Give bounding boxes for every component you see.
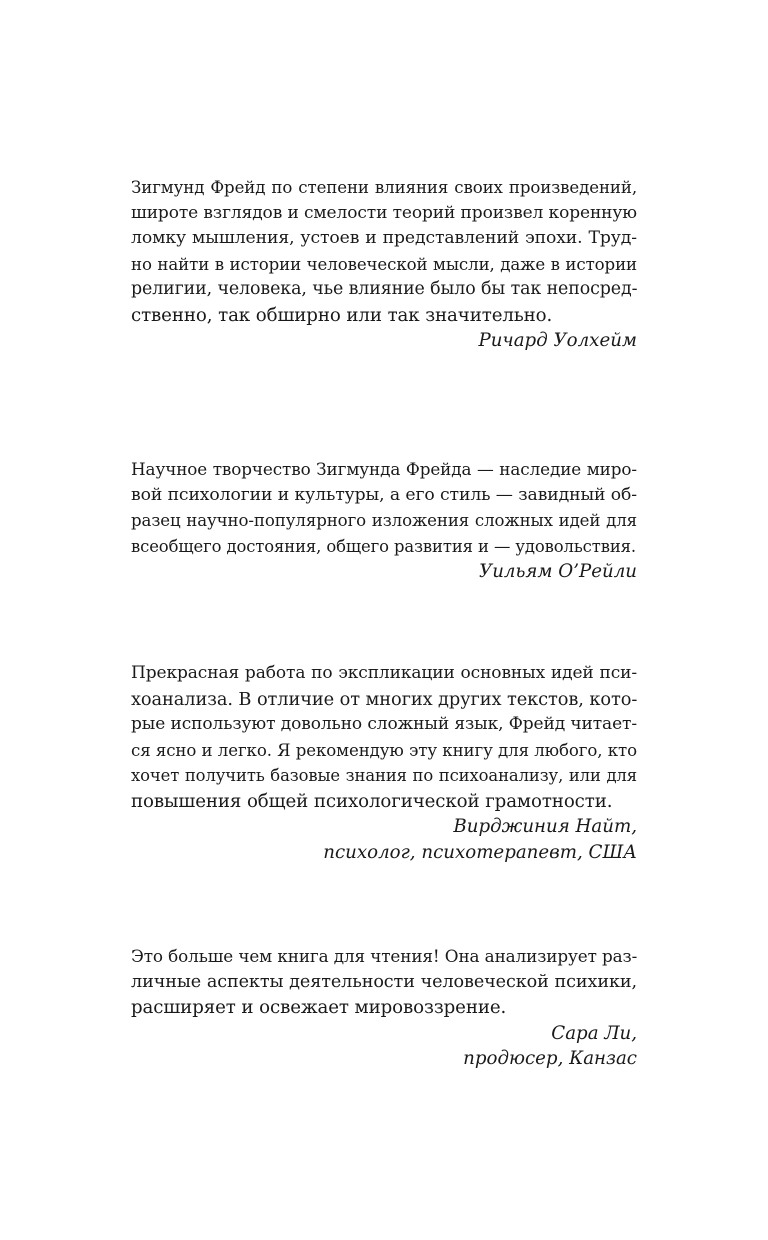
quote-line: хоанализа. В отличие от многих других текстов, кото- [131,688,638,710]
quote-attribution-name: Вирджиния Найт, [453,816,637,837]
quote-line: хочет получить базовые знания по психоанализу, или для [131,766,637,785]
quote-line: широте взглядов и смелости теорий произвел коренную [131,202,638,223]
quote-attribution-name: Сара Ли, [551,1022,637,1044]
quote-line: ственно, так обширно или так значительно. [131,304,553,326]
quote-line: Это больше чем книга для чтения! Она анализирует раз- [131,946,638,966]
quote-line: личные аспекты деятельности человеческой психики, [131,971,637,992]
quote-attribution: Ричард Уолхейм [478,330,637,351]
quote-line: Зигмунд Фрейд по степени влияния своих произведений, [131,178,637,197]
quote-line: ломку мышления, устоев и представлений эпохи. Труд- [131,228,637,248]
quote-block-2 [131,457,637,585]
quote-line: но найти в истории человеческой мысли, даже в истории [131,254,637,274]
quote-block-1 [131,175,637,354]
quote-attribution: Уильям О’Рейли [479,561,637,582]
quote-line: Прекрасная работа по экспликации основных идей пси- [131,663,637,683]
quote-line: религии, человека, чье влияние было бы так непосред- [131,279,638,299]
quote-line: повышения общей психологической грамотности. [131,790,613,812]
quote-line: Научное творчество Зигмунда Фрейда — наследие миро- [131,459,637,479]
quote-line: рые используют довольно сложный язык, Фрейд читает- [131,714,637,734]
quote-line: ся ясно и легко. Я рекомендую эту книгу для любого, кто [131,740,637,760]
quote-line: вой психологии и культуры, а его стиль — завидный об- [131,484,637,505]
quote-block-3 [131,661,637,865]
quote-attribution-role: психолог, психотерапевт, США [323,841,637,863]
quote-attribution-role: продюсер, Канзас [463,1048,637,1069]
quote-line: всеобщего достояния, общего развития и — удовольствия. [131,536,637,556]
quote-line: расширяет и освежает мировоззрение. [131,997,507,1018]
quote-line: разец научно-популярного изложения сложных идей для [131,511,637,530]
quote-block-4 [131,944,637,1072]
